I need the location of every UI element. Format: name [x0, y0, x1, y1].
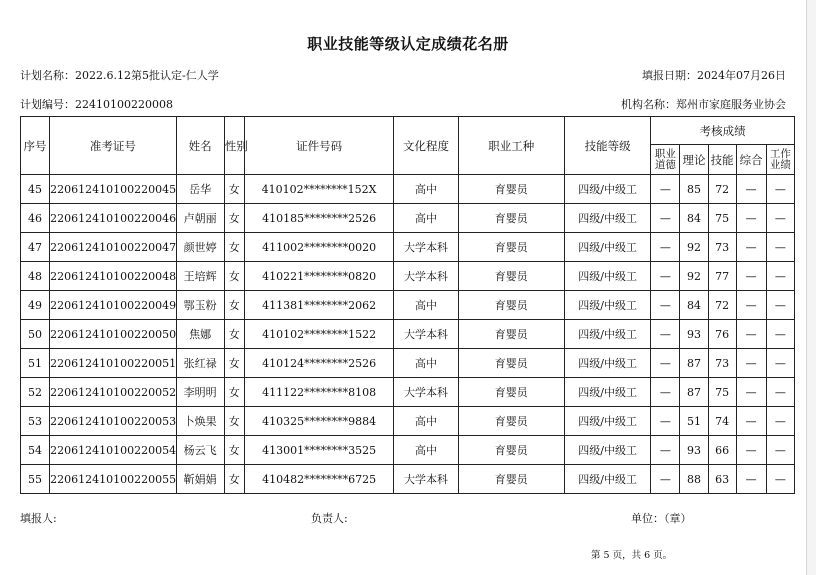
cell-seq: 54	[21, 436, 50, 465]
cell-name: 靳娟娟	[176, 465, 224, 494]
cell-seq: 46	[21, 204, 50, 233]
cell-level: 四级/中级工	[565, 291, 651, 320]
cell-performance: —	[766, 204, 794, 233]
cell-ticket: 220612410100220054	[50, 436, 176, 465]
header-name: 姓名	[176, 117, 224, 175]
cell-education: 高中	[394, 436, 458, 465]
cell-id: 410102********152X	[244, 175, 394, 204]
cell-ticket: 220612410100220047	[50, 233, 176, 262]
cell-overall: —	[736, 233, 766, 262]
organization-name: 机构名称：郑州市家庭服务业协会	[621, 98, 786, 111]
cell-overall: —	[736, 465, 766, 494]
cell-ticket: 220612410100220055	[50, 465, 176, 494]
cell-education: 大学本科	[394, 233, 458, 262]
cell-skill: 73	[708, 349, 736, 378]
cell-ticket: 220612410100220049	[50, 291, 176, 320]
footer-unit-seal: 单位：（章）	[631, 512, 692, 525]
cell-level: 四级/中级工	[565, 436, 651, 465]
cell-seq: 53	[21, 407, 50, 436]
fill-date: 填报日期：2024年07月26日	[642, 69, 786, 82]
cell-level: 四级/中级工	[565, 320, 651, 349]
cell-education: 高中	[394, 291, 458, 320]
header-theory: 理论	[680, 145, 708, 175]
cell-skill: 77	[708, 262, 736, 291]
cell-education: 大学本科	[394, 320, 458, 349]
cell-level: 四级/中级工	[565, 407, 651, 436]
cell-theory: 93	[680, 436, 708, 465]
cell-gender: 女	[224, 262, 244, 291]
cell-theory: 87	[680, 378, 708, 407]
cell-theory: 92	[680, 233, 708, 262]
cell-id: 410221********0820	[244, 262, 394, 291]
header-id: 证件号码	[244, 117, 394, 175]
cell-seq: 48	[21, 262, 50, 291]
cell-job: 育婴员	[458, 233, 564, 262]
cell-education: 大学本科	[394, 378, 458, 407]
cell-ethics: —	[651, 349, 680, 378]
cell-gender: 女	[224, 291, 244, 320]
score-roster-table	[20, 116, 795, 494]
cell-id: 411381********2062	[244, 291, 394, 320]
cell-theory: 84	[680, 204, 708, 233]
cell-job: 育婴员	[458, 407, 564, 436]
table-row	[21, 407, 795, 436]
cell-performance: —	[766, 349, 794, 378]
cell-theory: 92	[680, 262, 708, 291]
cell-name: 卢朝丽	[176, 204, 224, 233]
cell-seq: 50	[21, 320, 50, 349]
cell-ethics: —	[651, 320, 680, 349]
header-overall: 综合	[736, 145, 766, 175]
cell-ethics: —	[651, 291, 680, 320]
cell-ticket: 220612410100220053	[50, 407, 176, 436]
cell-gender: 女	[224, 349, 244, 378]
header-seq: 序号	[21, 117, 50, 175]
cell-seq: 45	[21, 175, 50, 204]
cell-name: 焦娜	[176, 320, 224, 349]
cell-skill: 75	[708, 378, 736, 407]
cell-ethics: —	[651, 204, 680, 233]
cell-gender: 女	[224, 465, 244, 494]
header-performance: 工作业绩	[766, 145, 794, 175]
cell-skill: 66	[708, 436, 736, 465]
header-job: 职业工种	[458, 117, 564, 175]
cell-seq: 55	[21, 465, 50, 494]
cell-gender: 女	[224, 378, 244, 407]
cell-id: 410482********6725	[244, 465, 394, 494]
cell-level: 四级/中级工	[565, 378, 651, 407]
cell-theory: 85	[680, 175, 708, 204]
cell-gender: 女	[224, 233, 244, 262]
cell-ticket: 220612410100220048	[50, 262, 176, 291]
cell-performance: —	[766, 465, 794, 494]
cell-ticket: 220612410100220050	[50, 320, 176, 349]
cell-theory: 51	[680, 407, 708, 436]
cell-id: 410124********2526	[244, 349, 394, 378]
cell-gender: 女	[224, 204, 244, 233]
cell-job: 育婴员	[458, 291, 564, 320]
header-education: 文化程度	[394, 117, 458, 175]
cell-ticket: 220612410100220051	[50, 349, 176, 378]
cell-ethics: —	[651, 262, 680, 291]
document-title: 职业技能等级认定成绩花名册	[307, 35, 509, 53]
cell-ticket: 220612410100220052	[50, 378, 176, 407]
cell-theory: 93	[680, 320, 708, 349]
cell-name: 岳华	[176, 175, 224, 204]
cell-job: 育婴员	[458, 465, 564, 494]
cell-skill: 63	[708, 465, 736, 494]
cell-name: 王培辉	[176, 262, 224, 291]
roster-body	[21, 175, 795, 494]
plan-number: 计划编号：22410100220008	[20, 98, 173, 111]
header-gender: 性别	[224, 117, 244, 175]
cell-overall: —	[736, 349, 766, 378]
cell-ethics: —	[651, 465, 680, 494]
table-row	[21, 204, 795, 233]
cell-education: 大学本科	[394, 262, 458, 291]
cell-education: 高中	[394, 175, 458, 204]
cell-gender: 女	[224, 175, 244, 204]
cell-job: 育婴员	[458, 175, 564, 204]
cell-skill: 76	[708, 320, 736, 349]
cell-job: 育婴员	[458, 262, 564, 291]
cell-ethics: —	[651, 378, 680, 407]
cell-name: 张红禄	[176, 349, 224, 378]
header-ticket: 准考证号	[50, 117, 176, 175]
cell-id: 410185********2526	[244, 204, 394, 233]
cell-overall: —	[736, 262, 766, 291]
cell-seq: 52	[21, 378, 50, 407]
header-skill: 技能	[708, 145, 736, 175]
cell-skill: 72	[708, 175, 736, 204]
table-row	[21, 233, 795, 262]
cell-overall: —	[736, 175, 766, 204]
cell-level: 四级/中级工	[565, 349, 651, 378]
cell-performance: —	[766, 233, 794, 262]
cell-name: 颜世婷	[176, 233, 224, 262]
cell-ethics: —	[651, 407, 680, 436]
cell-seq: 47	[21, 233, 50, 262]
cell-level: 四级/中级工	[565, 204, 651, 233]
table-row	[21, 349, 795, 378]
cell-theory: 84	[680, 291, 708, 320]
cell-gender: 女	[224, 436, 244, 465]
cell-ethics: —	[651, 233, 680, 262]
cell-skill: 72	[708, 291, 736, 320]
cell-id: 411002********0020	[244, 233, 394, 262]
cell-id: 410102********1522	[244, 320, 394, 349]
cell-name: 李明明	[176, 378, 224, 407]
cell-job: 育婴员	[458, 436, 564, 465]
cell-skill: 74	[708, 407, 736, 436]
cell-ticket: 220612410100220045	[50, 175, 176, 204]
cell-education: 高中	[394, 407, 458, 436]
cell-overall: —	[736, 407, 766, 436]
table-row	[21, 465, 795, 494]
cell-ethics: —	[651, 436, 680, 465]
cell-level: 四级/中级工	[565, 233, 651, 262]
cell-seq: 51	[21, 349, 50, 378]
cell-id: 411122********8108	[244, 378, 394, 407]
cell-skill: 73	[708, 233, 736, 262]
cell-id: 413001********3525	[244, 436, 394, 465]
cell-overall: —	[736, 204, 766, 233]
cell-name: 卜焕果	[176, 407, 224, 436]
cell-theory: 87	[680, 349, 708, 378]
footer-responsible: 负责人:	[311, 512, 348, 525]
cell-level: 四级/中级工	[565, 175, 651, 204]
table-row	[21, 291, 795, 320]
cell-gender: 女	[224, 320, 244, 349]
cell-ticket: 220612410100220046	[50, 204, 176, 233]
cell-education: 高中	[394, 349, 458, 378]
cell-skill: 75	[708, 204, 736, 233]
plan-name: 计划名称：2022.6.12第5批认定-仁人学	[20, 69, 219, 82]
cell-performance: —	[766, 291, 794, 320]
cell-name: 杨云飞	[176, 436, 224, 465]
cell-job: 育婴员	[458, 378, 564, 407]
cell-overall: —	[736, 436, 766, 465]
table-row	[21, 262, 795, 291]
cell-id: 410325********9884	[244, 407, 394, 436]
cell-ethics: —	[651, 175, 680, 204]
header-ethics: 职业道德	[651, 145, 680, 175]
cell-performance: —	[766, 320, 794, 349]
table-row	[21, 320, 795, 349]
cell-level: 四级/中级工	[565, 262, 651, 291]
table-row	[21, 436, 795, 465]
cell-gender: 女	[224, 407, 244, 436]
table-row	[21, 175, 795, 204]
cell-job: 育婴员	[458, 204, 564, 233]
table-row	[21, 378, 795, 407]
cell-education: 高中	[394, 204, 458, 233]
cell-performance: —	[766, 436, 794, 465]
header-scores: 考核成绩	[651, 117, 795, 145]
cell-job: 育婴员	[458, 349, 564, 378]
cell-level: 四级/中级工	[565, 465, 651, 494]
cell-performance: —	[766, 407, 794, 436]
cell-job: 育婴员	[458, 320, 564, 349]
cell-education: 大学本科	[394, 465, 458, 494]
header-level: 技能等级	[565, 117, 651, 175]
cell-seq: 49	[21, 291, 50, 320]
footer-filler: 填报人:	[20, 512, 57, 525]
cell-performance: —	[766, 175, 794, 204]
cell-performance: —	[766, 262, 794, 291]
cell-overall: —	[736, 378, 766, 407]
cell-name: 鄂玉粉	[176, 291, 224, 320]
cell-overall: —	[736, 291, 766, 320]
cell-theory: 88	[680, 465, 708, 494]
page-indicator: 第 5 页，共 6 页。	[591, 550, 673, 561]
cell-performance: —	[766, 378, 794, 407]
cell-overall: —	[736, 320, 766, 349]
